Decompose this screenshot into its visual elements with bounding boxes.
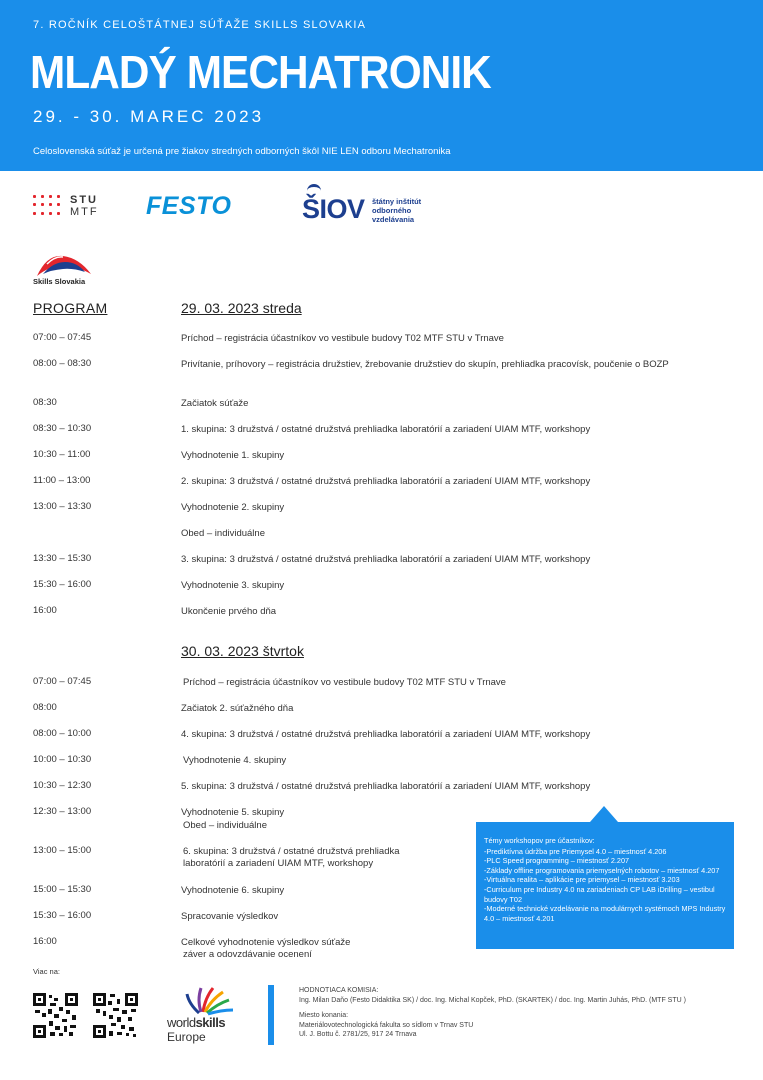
page-title: MLADÝ MECHATRONIK: [30, 46, 491, 98]
schedule-time: 11:00 – 13:00: [33, 475, 91, 486]
schedule-desc: Vyhodnotenie 5. skupiny: [181, 807, 285, 818]
schedule-time: 16:00: [33, 605, 57, 616]
schedule-desc: Celkové vyhodnotenie výsledkov súťaže: [181, 937, 351, 948]
worldskills-swirl-icon: [165, 980, 240, 1016]
schedule-desc: 6. skupina: 3 družstvá / ostatné družstvá prehliadka: [183, 846, 400, 857]
schedule-time: 15:30 – 16:00: [33, 579, 92, 590]
venue-line: Ul. J. Bottu č. 2781/25, 917 24 Trnava: [299, 1031, 417, 1038]
festo-logo: FESTO: [146, 192, 232, 220]
schedule-time: 15:30 – 16:00: [33, 910, 92, 921]
schedule-time: 08:30: [33, 397, 57, 408]
schedule-desc: Začiatok súťaže: [181, 398, 249, 409]
commission-label: HODNOTIACA KOMISIA:: [299, 987, 379, 994]
event-dates: 29. - 30. MAREC 2023: [33, 107, 265, 126]
workshop-item: -Virtuálna realita – aplikácie pre priemysel – miestnosť 3.203: [484, 875, 680, 885]
schedule-desc: Vyhodnotenie 2. skupiny: [181, 502, 285, 513]
schedule-desc: Príchod – registrácia účastníkov vo vestibule budovy T02 MTF STU v Trnave: [181, 333, 504, 344]
skills-slovakia-logo: Skills Slovakia: [33, 250, 95, 288]
qr-code-icon[interactable]: [33, 993, 78, 1038]
stu-mtf-logo: STU MTF: [33, 193, 113, 219]
callout-arrow: [590, 806, 618, 822]
schedule-desc: Ukončenie prvého dňa: [181, 606, 277, 617]
schedule-desc: 5. skupina: 3 družstvá / ostatné družstvá prehliadka laboratórií a zariadení UIAM MTF, workshopy: [181, 781, 591, 792]
day2-heading: 30. 03. 2023 štvrtok: [181, 643, 304, 659]
schedule-desc: Vyhodnotenie 3. skupiny: [181, 580, 285, 591]
workshop-item: -Curriculum pre Industry 4.0 na zariadeniach CP LAB iDrilling – vestibul budovy T02: [484, 884, 715, 904]
schedule-time: 07:00 – 07:45: [33, 676, 92, 687]
schedule-time: 08:00: [33, 702, 57, 713]
schedule-time: 07:00 – 07:45: [33, 332, 92, 343]
venue-label: Miesto konania:: [299, 1012, 349, 1019]
schedule-time: 12:30 – 13:00: [33, 806, 92, 817]
schedule-time: 13:00 – 15:00: [33, 845, 92, 856]
schedule-desc: Privítanie, príhovory – registrácia družstiev, žrebovanie družstiev do skupín, prehliadka pracovísk, poučenie o BOZP: [181, 359, 669, 370]
schedule-desc: Vyhodnotenie 4. skupiny: [183, 755, 287, 766]
schedule-time: 10:30 – 12:30: [33, 780, 92, 791]
schedule-time: 08:30 – 10:30: [33, 423, 92, 434]
intro-highlight: NIE LEN odboru Mechatronika: [321, 146, 451, 157]
program-heading: PROGRAM: [33, 300, 108, 316]
worldskills-europe-logo: worldskills Europe: [165, 980, 240, 1045]
schedule-desc: Vyhodnotenie 1. skupiny: [181, 450, 285, 461]
siov-logo: ŠIOV štátny inštitút odborného vzdelávania: [302, 184, 442, 230]
commission-members: Ing. Milan Daňo (Festo Didaktika SK) / doc. Ing. Michal Kopček, PhD. (SKARTEK) / doc. Ing. Martin Juhás, PhD. (MTF STU ): [299, 996, 686, 1004]
schedule-desc: Vyhodnotenie 6. skupiny: [181, 885, 285, 896]
day1-heading: 29. 03. 2023 streda: [181, 300, 302, 316]
workshops-title: Témy workshopov pre účastníkov:: [484, 836, 595, 845]
workshop-item: -PLC Speed programming – miestnosť 2.207: [484, 856, 630, 866]
qr-code-icon[interactable]: [93, 993, 138, 1038]
schedule-desc: 4. skupina: 3 družstvá / ostatné družstvá prehliadka laboratórií a zariadení UIAM MTF, workshopy: [181, 729, 591, 740]
schedule-desc: Začiatok 2. súťažného dňa: [181, 703, 294, 714]
edition-label: 7. ROČNÍK CELOŠTÁTNEJ SÚŤAŽE SKILLS SLOVAKIA: [33, 19, 367, 31]
schedule-desc-line2: laboratórií a zariadení UIAM MTF, workshopy: [183, 858, 374, 869]
schedule-desc: 2. skupina: 3 družstvá / ostatné družstvá prehliadka laboratórií a zariadení UIAM MTF, workshopy: [181, 476, 591, 487]
schedule-desc-line2: záver a odovzdávanie ocenení: [183, 949, 312, 960]
header-banner: [0, 0, 763, 171]
schedule-time: 13:00 – 13:30: [33, 501, 92, 512]
schedule-time: 13:30 – 15:30: [33, 553, 92, 564]
footer-info: [299, 986, 686, 1040]
workshop-item: -Prediktívna údržba pre Priemysel 4.0 – miestnosť 4.206: [484, 846, 667, 856]
schedule-time: 15:00 – 15:30: [33, 884, 92, 895]
schedule-time: 10:30 – 11:00: [33, 449, 91, 460]
schedule-desc-line2: Obed – individuálne: [183, 820, 267, 831]
workshops-callout: [476, 822, 734, 949]
schedule-desc: Príchod – registrácia účastníkov vo vestibule budovy T02 MTF STU v Trnave: [183, 677, 506, 688]
footer-divider: [268, 985, 274, 1045]
intro-text: Celoslovenská súťaž je určená pre žiakov stredných odborných škôl NIE LEN odboru Mechatronika: [33, 146, 451, 157]
schedule-time: 16:00: [33, 936, 57, 947]
venue-line: Materiálovotechnologická fakulta so sídlom v Trnav STU: [299, 1021, 474, 1029]
workshop-item: -Moderné technické vzdelávanie na modulárnych systémoch MPS Industry 4.0 – miestnosť 4.201: [484, 904, 726, 923]
schedule-desc: 1. skupina: 3 družstvá / ostatné družstvá prehliadka laboratórií a zariadení UIAM MTF, workshopy: [181, 424, 591, 435]
more-info-label: Viac na:: [33, 967, 60, 976]
siov-arc-icon: [307, 184, 321, 194]
schedule-desc: 3. skupina: 3 družstvá / ostatné družstvá prehliadka laboratórií a zariadení UIAM MTF, workshopy: [181, 554, 591, 565]
schedule-time: 08:00 – 08:30: [33, 358, 92, 369]
schedule-desc: Obed – individuálne: [181, 528, 265, 539]
schedule-time: 08:00 – 10:00: [33, 728, 92, 739]
skills-slovakia-flag-icon: [33, 250, 95, 278]
stu-dots-icon: [33, 195, 63, 217]
workshop-item: -Základy offline programovania priemyselných robotov – miestnosť 4.207: [484, 865, 720, 875]
schedule-time: 10:00 – 10:30: [33, 754, 92, 765]
schedule-desc: Spracovanie výsledkov: [181, 911, 279, 922]
